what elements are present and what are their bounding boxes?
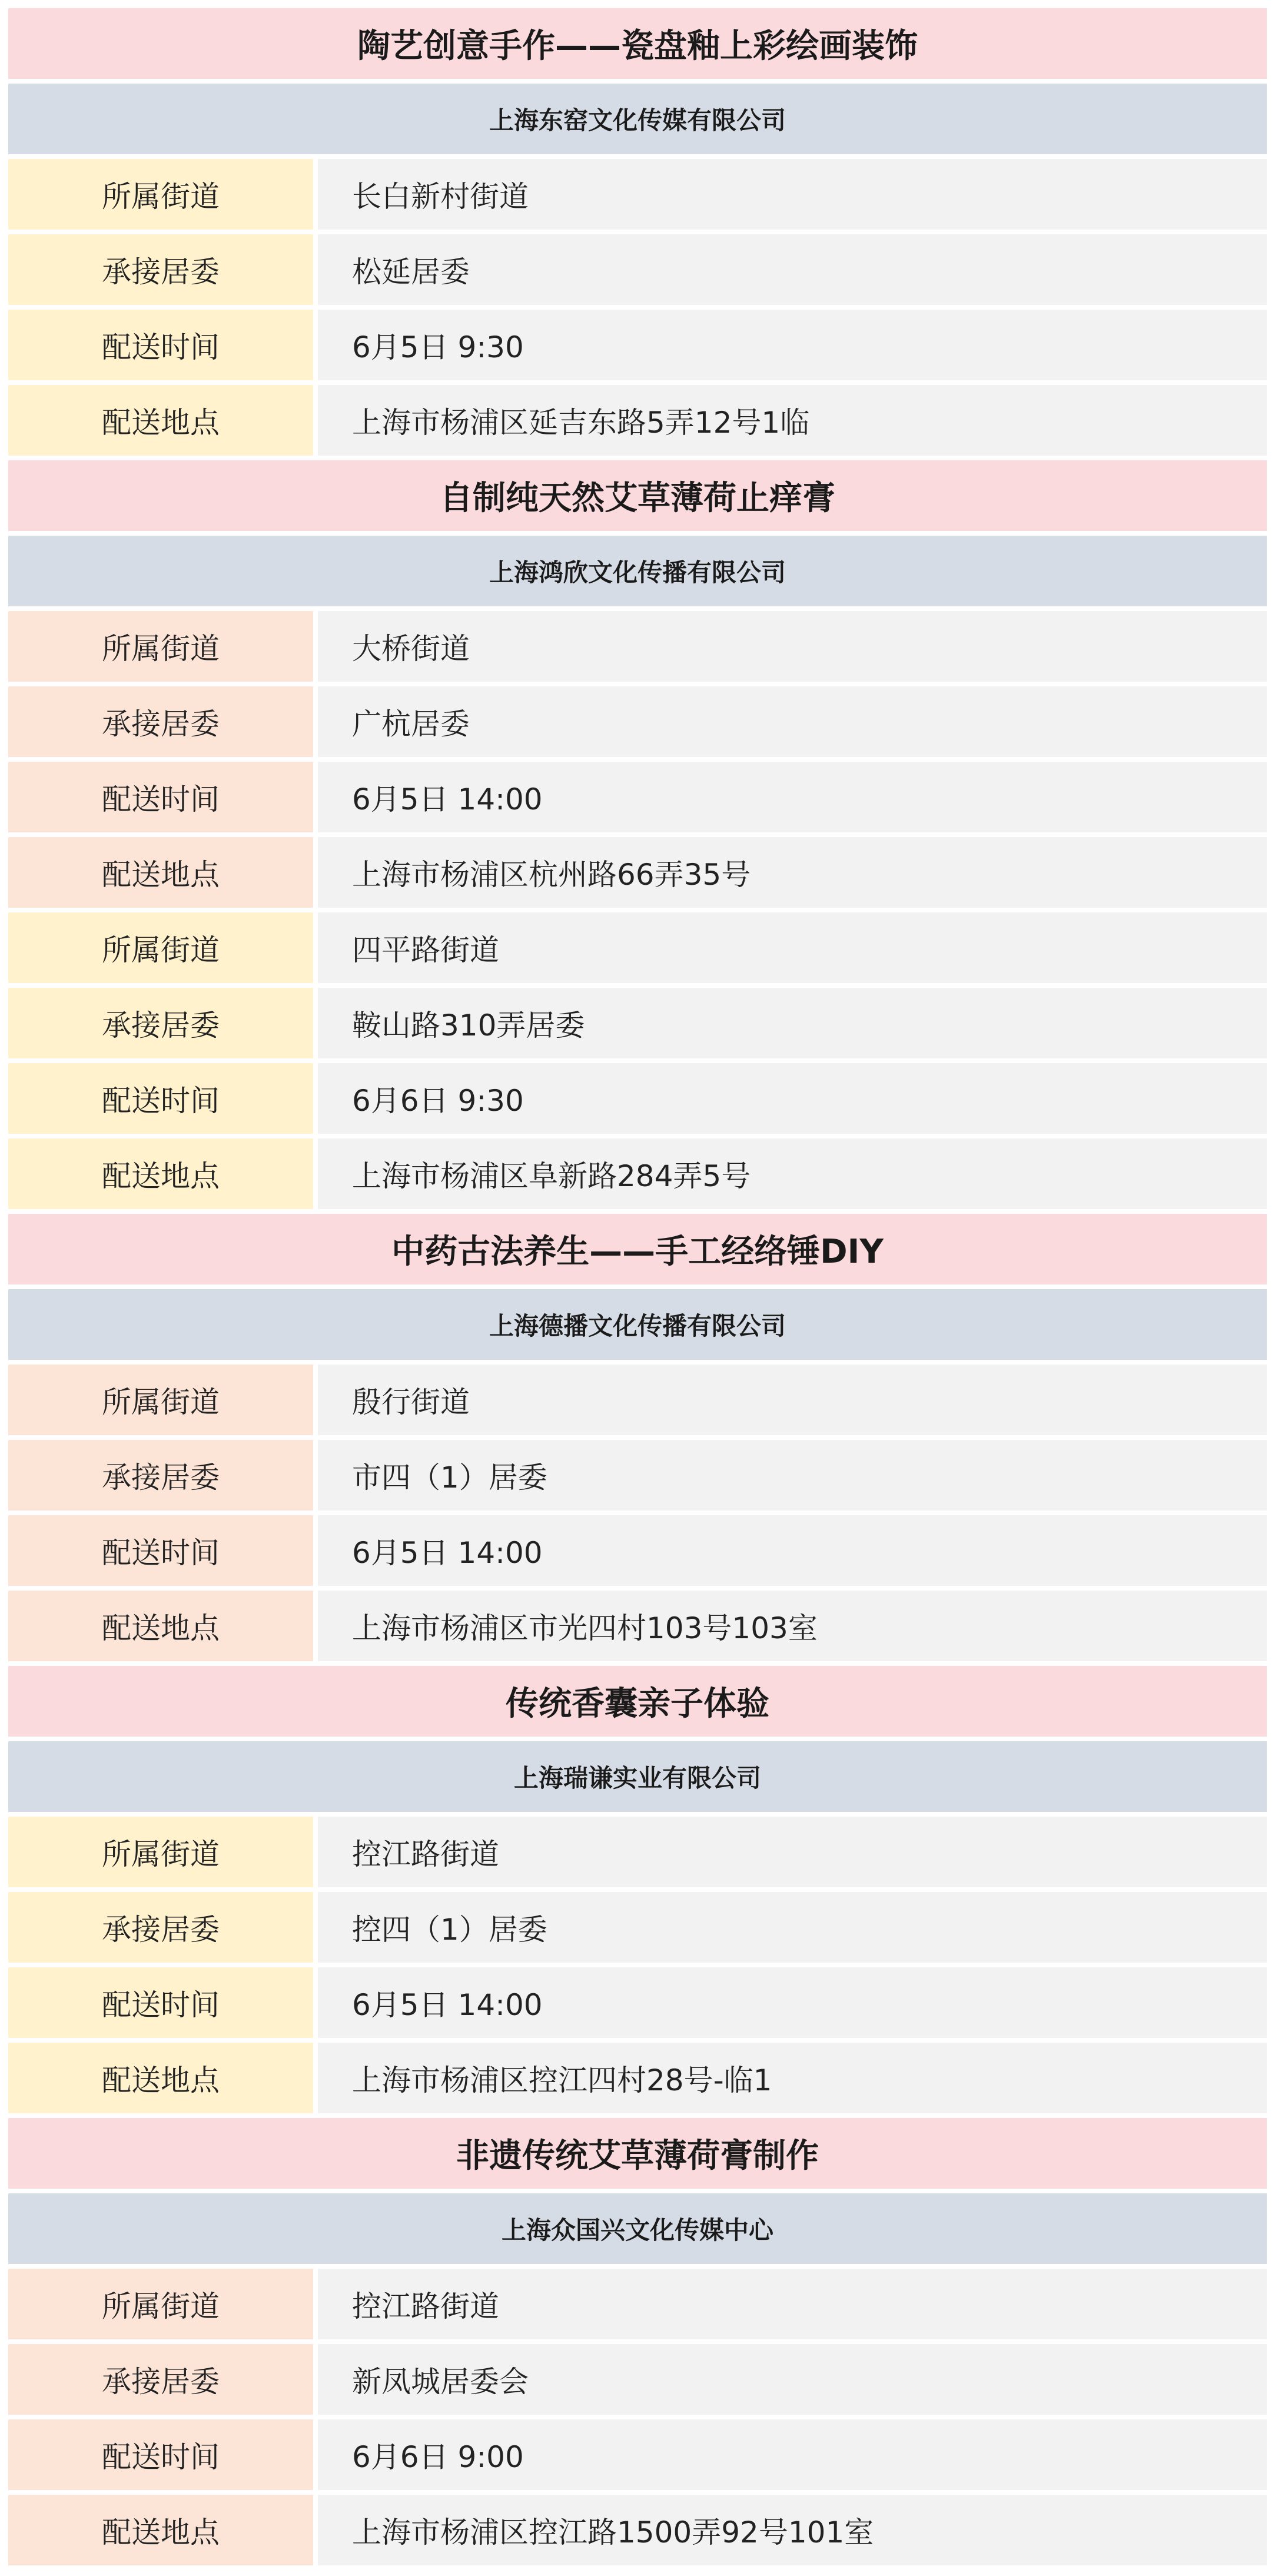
field-label: 配送时间	[8, 310, 313, 380]
field-value: 上海市杨浦区控江路1500弄92号101室	[318, 2495, 1267, 2565]
field-label: 承接居委	[8, 988, 313, 1058]
field-label: 承接居委	[8, 234, 313, 305]
field-value: 四平路街道	[318, 912, 1267, 983]
field-row	[8, 1440, 1267, 1511]
field-value: 6月5日 14:00	[318, 1967, 1267, 2038]
field-value: 控江路街道	[318, 1817, 1267, 1887]
field-label: 承接居委	[8, 2344, 313, 2415]
field-value: 6月5日 14:00	[318, 762, 1267, 832]
field-row	[8, 2344, 1267, 2415]
field-row	[8, 1365, 1267, 1435]
event-table	[8, 8, 1267, 2570]
field-label: 配送时间	[8, 2419, 313, 2490]
field-label: 所属街道	[8, 1817, 313, 1887]
field-row	[8, 385, 1267, 456]
field-row	[8, 1967, 1267, 2038]
field-value: 大桥街道	[318, 611, 1267, 682]
field-value: 上海市杨浦区杭州路66弄35号	[318, 837, 1267, 908]
field-row	[8, 1817, 1267, 1887]
field-value: 上海市杨浦区市光四村103号103室	[318, 1591, 1267, 1661]
company-name: 上海鸿欣文化传播有限公司	[8, 536, 1267, 606]
field-label: 所属街道	[8, 159, 313, 230]
field-label: 配送时间	[8, 762, 313, 832]
field-value: 广杭居委	[318, 686, 1267, 757]
activity-title: 非遗传统艾草薄荷膏制作	[8, 2118, 1267, 2189]
field-row	[8, 912, 1267, 983]
company-name: 上海瑞谦实业有限公司	[8, 1741, 1267, 1812]
field-row	[8, 2269, 1267, 2339]
field-label: 所属街道	[8, 912, 313, 983]
field-value: 6月6日 9:00	[318, 2419, 1267, 2490]
field-row	[8, 1138, 1267, 1209]
field-value: 松延居委	[318, 234, 1267, 305]
field-value: 新凤城居委会	[318, 2344, 1267, 2415]
field-value: 上海市杨浦区阜新路284弄5号	[318, 1138, 1267, 1209]
activity-title: 中药古法养生——手工经络锤DIY	[8, 1214, 1267, 1284]
field-value: 6月6日 9:30	[318, 1063, 1267, 1134]
field-row	[8, 837, 1267, 908]
company-name: 上海东窑文化传媒有限公司	[8, 84, 1267, 154]
field-label: 承接居委	[8, 1440, 313, 1511]
field-value: 控江路街道	[318, 2269, 1267, 2339]
field-value: 殷行街道	[318, 1365, 1267, 1435]
field-value: 6月5日 14:00	[318, 1515, 1267, 1586]
field-row	[8, 159, 1267, 230]
activity-title: 陶艺创意手作——瓷盘釉上彩绘画装饰	[8, 8, 1267, 79]
field-row	[8, 988, 1267, 1058]
field-label: 配送地点	[8, 1591, 313, 1661]
field-value: 长白新村街道	[318, 159, 1267, 230]
field-label: 配送地点	[8, 1138, 313, 1209]
field-label: 配送地点	[8, 385, 313, 456]
activity-title: 传统香囊亲子体验	[8, 1666, 1267, 1737]
company-name: 上海众国兴文化传媒中心	[8, 2193, 1267, 2264]
field-row	[8, 2495, 1267, 2565]
field-row	[8, 1063, 1267, 1134]
field-label: 所属街道	[8, 1365, 313, 1435]
field-label: 配送时间	[8, 1063, 313, 1134]
field-value: 控四（1）居委	[318, 1892, 1267, 1963]
field-row	[8, 1892, 1267, 1963]
field-row	[8, 762, 1267, 832]
field-value: 上海市杨浦区控江四村28号-临1	[318, 2043, 1267, 2113]
company-name: 上海德播文化传播有限公司	[8, 1289, 1267, 1360]
field-row	[8, 310, 1267, 380]
field-row	[8, 611, 1267, 682]
field-label: 承接居委	[8, 1892, 313, 1963]
activity-title: 自制纯天然艾草薄荷止痒膏	[8, 460, 1267, 531]
field-row	[8, 1515, 1267, 1586]
field-value: 市四（1）居委	[318, 1440, 1267, 1511]
field-label: 配送地点	[8, 2495, 313, 2565]
field-label: 所属街道	[8, 611, 313, 682]
field-label: 配送地点	[8, 2043, 313, 2113]
field-row	[8, 2419, 1267, 2490]
field-label: 所属街道	[8, 2269, 313, 2339]
field-label: 配送时间	[8, 1515, 313, 1586]
field-row	[8, 1591, 1267, 1661]
field-label: 配送地点	[8, 837, 313, 908]
field-row	[8, 2043, 1267, 2113]
field-label: 承接居委	[8, 686, 313, 757]
field-row	[8, 686, 1267, 757]
field-value: 6月5日 9:30	[318, 310, 1267, 380]
field-row	[8, 234, 1267, 305]
field-value: 上海市杨浦区延吉东路5弄12号1临	[318, 385, 1267, 456]
field-value: 鞍山路310弄居委	[318, 988, 1267, 1058]
field-label: 配送时间	[8, 1967, 313, 2038]
